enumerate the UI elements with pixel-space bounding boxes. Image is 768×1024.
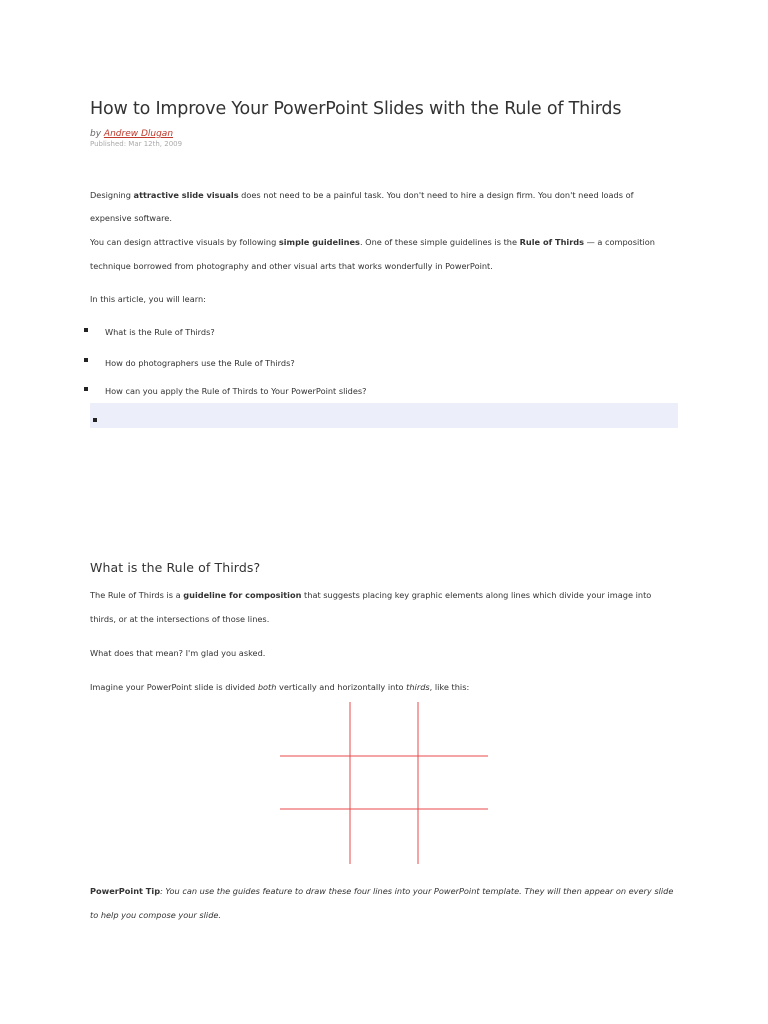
intro-paragraph-3: In this article, you will learn: bbox=[90, 294, 206, 304]
byline bbox=[90, 129, 173, 139]
bullet-square-icon bbox=[84, 328, 88, 332]
toc-item[interactable]: What is the Rule of Thirds? bbox=[105, 327, 215, 337]
bullet-square-icon bbox=[84, 387, 88, 391]
author-link[interactable]: Andrew Dlugan bbox=[103, 129, 174, 139]
intro-paragraph-2-line-1: You can design attractive visuals by following simple guidelines. One of these simple guidelines is the Rule of Thirds — a composition bbox=[90, 237, 655, 247]
powerpoint-tip-line-2: to help you compose your slide. bbox=[90, 910, 222, 920]
bullet-square-icon bbox=[84, 358, 88, 362]
toc-item[interactable]: How do photographers use the Rule of Thirds? bbox=[105, 358, 295, 368]
section-heading: What is the Rule of Thirds? bbox=[90, 560, 261, 575]
powerpoint-tip-line-1: PowerPoint Tip: You can use the guides feature to draw these four lines into your PowerPoint template. They will then appear on every slide bbox=[90, 886, 674, 896]
rule-of-thirds-grid bbox=[280, 702, 488, 864]
published-date: Published: Mar 12th, 2009 bbox=[90, 140, 183, 148]
bullet-square-icon bbox=[93, 418, 97, 422]
intro-paragraph-2-line-2: technique borrowed from photography and other visual arts that works wonderfully in PowerPoint. bbox=[90, 261, 493, 271]
intro-paragraph-1-line-2: expensive software. bbox=[90, 213, 172, 223]
section-paragraph-1-line-2: thirds, or at the intersections of those lines. bbox=[90, 614, 270, 624]
article-title: How to Improve Your PowerPoint Slides with the Rule of Thirds bbox=[90, 99, 622, 119]
intro-paragraph-1-line-1: Designing attractive slide visuals does not need to be a painful task. You don't need to hire a design firm. You don't need loads of bbox=[90, 190, 634, 200]
section-paragraph-3: Imagine your PowerPoint slide is divided both vertically and horizontally into thirds, like this: bbox=[90, 682, 470, 692]
section-paragraph-2: What does that mean? I'm glad you asked. bbox=[90, 648, 266, 658]
section-paragraph-1-line-1: The Rule of Thirds is a guideline for composition that suggests placing key graphic elements along lines which divide your image into bbox=[90, 590, 652, 600]
by-label: by bbox=[90, 129, 102, 139]
toc-item[interactable]: How can you apply the Rule of Thirds to Your PowerPoint slides? bbox=[105, 386, 367, 396]
highlighted-empty-list-item bbox=[90, 403, 678, 428]
